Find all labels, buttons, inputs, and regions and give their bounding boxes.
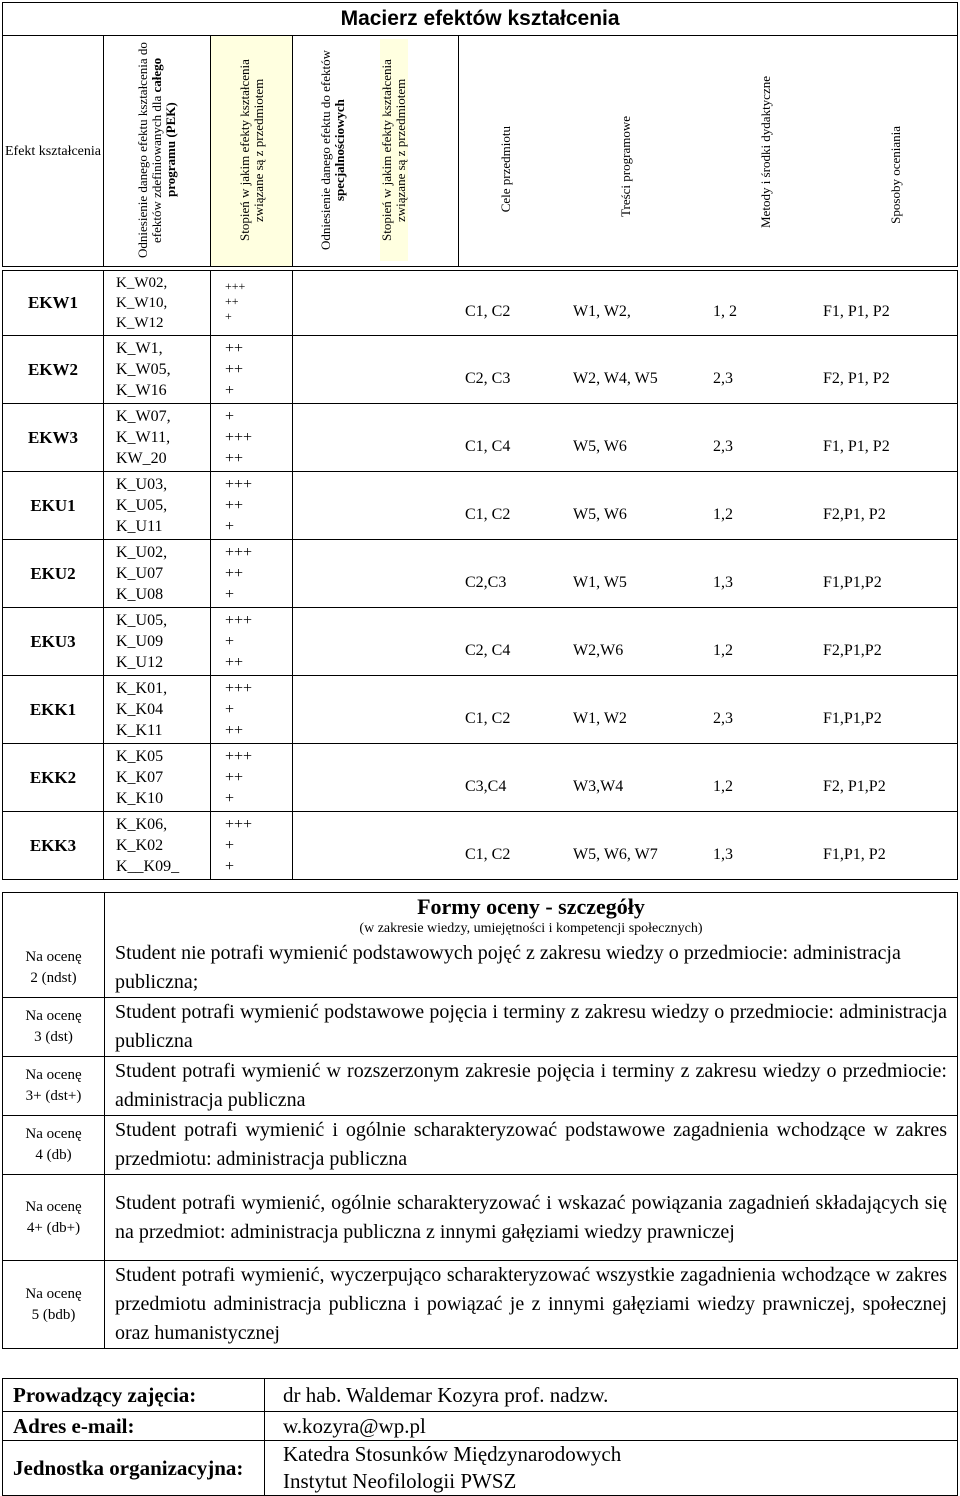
ref-code: K_U11 [116,518,163,535]
grade-description: Student potrafi wymienić, ogólnie scharakteryzować i wskazać powiązania zagadnień składających się na przedmiot: administracja publiczna z innymi gałęziami wiedzy prawniczej [105,1175,958,1261]
header-ref-spec-text: Odniesienie danego efektu do efektów [318,49,333,250]
forms-header [105,893,958,940]
degree-mark: ++ [225,450,244,467]
header-degree-1 [211,36,293,267]
row-details [293,744,958,812]
effect-code: EKU3 [3,608,104,676]
degree-mark: +++ [225,279,246,293]
grade-description: Student nie potrafi wymienić podstawowych pojęć z zakresu wiedzy o przedmiocie: administracja publiczna; [105,939,958,998]
matrix-row [3,608,958,676]
matrix-row [3,744,958,812]
ref-codes [104,676,211,744]
ref-code: K_K04 [116,701,164,718]
content-value: W5, W6, W7 [573,845,658,863]
degree-mark: ++ [225,361,244,378]
header-methods: Metody i środki dydaktyczne [758,76,773,228]
ref-codes [104,271,211,336]
assessment-value: F1, P1, P2 [823,437,890,455]
assessment-value: F1,P1,P2 [823,709,882,727]
grade-label-line: Na ocenę [25,949,82,965]
matrix-row [3,271,958,336]
unit-line-1: Katedra Stosunków Międzynarodowych [283,1442,622,1466]
grade-value: 2 (ndst) [30,970,77,986]
row-details [293,608,958,676]
degree-marks [211,676,293,744]
degree-mark: +++ [225,429,253,446]
row-details [293,812,958,880]
degree-marks [211,336,293,404]
grade-label [3,1175,105,1261]
matrix-row [3,540,958,608]
ref-codes [104,472,211,540]
degree-marks [211,540,293,608]
content-value: W1, W2 [573,709,627,727]
content-value: W2, W4, W5 [573,369,658,387]
degree-mark: +++ [225,544,253,561]
goals-value: C1, C2 [465,845,511,863]
grade-label [3,939,105,998]
contact-table [2,1378,958,1496]
ref-codes [104,608,211,676]
assessment-value: F1,P1,P2 [823,573,882,591]
grade-label-line: Na ocenę [25,1198,82,1215]
degree-mark: + [225,633,235,650]
ref-code: K_K06, [116,816,168,833]
degree-mark: ++ [225,565,244,582]
methods-value: 1,2 [713,641,733,659]
degree-mark: +++ [225,748,253,765]
degree-mark: ++ [225,497,244,514]
grade-value: 3+ (dst+) [25,1088,82,1104]
grade-label-line: Na ocenę [25,1067,82,1083]
content-value: W3,W4 [573,777,624,795]
goals-value: C3,C4 [465,777,507,795]
effect-code: EKU1 [3,472,104,540]
grade-label [3,1116,105,1175]
grade-label [3,998,105,1057]
grade-row [3,1057,958,1116]
unit-value [265,1441,958,1496]
degree-mark: +++ [225,680,253,697]
row-details [293,271,958,336]
email-label: Adres e-mail: [3,1412,265,1441]
methods-value: 1,2 [713,505,733,523]
matrix-row [3,336,958,404]
grade-label-line: Na ocenę [25,1285,82,1302]
row-details [293,676,958,744]
grade-value: 4 (db) [35,1147,72,1163]
ref-code: K_K05 [116,748,164,765]
ref-codes [104,744,211,812]
degree-mark: + [225,837,235,854]
assessment-value: F2,P1, P2 [823,505,886,523]
methods-value: 1,2 [713,777,733,795]
grade-value: 3 (dst) [34,1029,73,1045]
row-details [293,472,958,540]
content-value: W1, W5 [573,573,627,591]
grade-description: Student potrafi wymienić, wyczerpująco scharakteryzować wszystkie zagadnienia wchodzące w zakres przedmiotu administracja publiczna i powiązać je z innymi gałęziami wiedzy prawniczej, społecznej oraz humanistycznej [105,1261,958,1349]
header-effect: Efekt kształcenia [3,36,104,267]
assessment-value: F2, P1,P2 [823,777,886,795]
ref-code: K_U03, [116,476,168,493]
degree-mark: + [225,858,235,875]
methods-value: 1,3 [713,573,733,591]
degree-mark: +++ [225,612,253,629]
row-details [293,540,958,608]
grade-label [3,1261,105,1349]
unit-row [3,1441,958,1496]
degree-mark: + [225,701,235,718]
matrix-row [3,472,958,540]
grade-label-line: Na ocenę [25,1008,82,1024]
effect-code: EKW1 [3,271,104,336]
assessment-value: F1, P1, P2 [823,303,890,320]
content-value: W2,W6 [573,641,624,659]
assessment-forms-table [2,892,958,1349]
assessment-value: F1,P1, P2 [823,845,886,863]
degree-mark: + [225,309,232,323]
ref-code: K_U05, [116,497,168,514]
degree-marks [211,404,293,472]
ref-code: K_W07, [116,408,171,425]
unit-label: Jednostka organizacyjna: [3,1441,265,1496]
grade-description: Student potrafi wymienić podstawowe pojęcia i terminy z zakresu wiedzy o przedmiocie: administracja publiczna [105,998,958,1057]
ref-codes [104,812,211,880]
ref-code: K_K02 [116,837,164,854]
ref-codes [104,404,211,472]
header-content: Treści programowe [618,116,633,217]
degree-marks [211,271,293,336]
degree-mark: ++ [225,722,244,739]
matrix-row [3,404,958,472]
goals-value: C2, C3 [465,369,511,387]
methods-value: 1, 2 [713,303,737,320]
content-value: W5, W6 [573,505,627,523]
forms-header-empty [3,893,105,940]
email-value[interactable]: w.kozyra@wp.pl [265,1412,958,1441]
degree-mark: + [225,382,235,399]
assessment-value: F2, P1, P2 [823,369,890,387]
goals-value: C2,C3 [465,573,507,591]
matrix-title: Macierz efektów kształcenia [3,3,958,36]
row-details [293,404,958,472]
matrix-row [3,812,958,880]
degree-mark: + [225,408,235,425]
lecturer-label: Prowadzący zajęcia: [3,1379,265,1412]
ref-code: KW_20 [116,450,167,467]
ref-code: K_W02, [116,275,168,291]
goals-value: C1, C2 [465,303,511,320]
degree-mark: + [225,518,235,535]
forms-header-row [3,893,958,940]
degree-marks [211,608,293,676]
degree-mark: + [225,790,235,807]
ref-code: K_U08 [116,586,164,603]
grade-row [3,998,958,1057]
header-columns-rest [459,36,958,267]
ref-code: K_W10, [116,295,168,311]
methods-value: 2,3 [713,709,733,727]
grade-row [3,1261,958,1349]
header-goals: Cele przedmiotu [498,126,513,213]
header-assessment: Sposoby oceniania [888,126,903,224]
ref-code: K_U09 [116,633,164,650]
ref-code: K_K01, [116,680,168,697]
grade-row [3,939,958,998]
ref-code: K_U07 [116,565,164,582]
ref-code: K_K10 [116,790,164,807]
degree-mark: + [225,586,235,603]
degree-mark: +++ [225,476,253,493]
row-details [293,336,958,404]
grade-row [3,1175,958,1261]
content-value: W5, W6 [573,437,627,455]
effects-matrix-table [2,2,958,880]
grade-label [3,1057,105,1116]
ref-code: K_W16 [116,382,167,399]
forms-title: Formy oceny - szczegóły [417,894,645,919]
matrix-row [3,676,958,744]
methods-value: 2,3 [713,437,733,455]
lecturer-value: dr hab. Waldemar Kozyra prof. nadzw. [265,1379,958,1412]
degree-mark: ++ [225,294,239,308]
header-ref-pek [104,36,211,267]
grade-value: 5 (bdb) [31,1306,76,1323]
effect-code: EKU2 [3,540,104,608]
ref-codes [104,336,211,404]
degree-mark: ++ [225,769,244,786]
effect-code: EKK2 [3,744,104,812]
header-ref-pek-text: Odniesienie danego efektu kształcenia do efektów zdefiniowanych dla [135,41,164,258]
header-ref-pek-bold: całego programu (PEK) [149,56,178,197]
degree-marks [211,812,293,880]
content-value: W1, W2, [573,303,631,320]
methods-value: 2,3 [713,369,733,387]
ref-code: K_W1, [116,340,163,357]
forms-subtitle: (w zakresie wiedzy, umiejętności i kompetencji społecznych) [359,921,703,936]
email-row [3,1412,958,1441]
degree-mark: ++ [225,340,244,357]
methods-value: 1,3 [713,845,733,863]
header-ref-spec-bold: specjalnościowych [332,98,347,201]
goals-value: C1, C2 [465,505,511,523]
ref-code: K_W12 [116,315,164,331]
degree-marks [211,744,293,812]
ref-code: K_W05, [116,361,171,378]
grade-label-line: Na ocenę [25,1126,82,1142]
effect-code: EKK3 [3,812,104,880]
goals-value: C2, C4 [465,641,511,659]
effect-code: EKW2 [3,336,104,404]
effect-code: EKK1 [3,676,104,744]
ref-code: K_U05, [116,612,168,629]
degree-mark: +++ [225,816,253,833]
grade-row [3,1116,958,1175]
header-ref-spec [293,36,459,267]
ref-code: K_U02, [116,544,168,561]
effect-code: EKW3 [3,404,104,472]
matrix-header-row [3,36,958,267]
ref-code: K_K11 [116,722,163,739]
ref-code: K_U12 [116,654,164,671]
header-degree-2-text: Stopień w jakim efekty kształcenia związane są z przedmiotem [380,39,408,261]
ref-code: K_W11, [116,429,171,446]
lecturer-row [3,1379,958,1412]
goals-value: C1, C2 [465,709,511,727]
degree-mark: ++ [225,654,244,671]
degree-marks [211,472,293,540]
ref-code: K_K07 [116,769,164,786]
grade-value: 4+ (db+) [26,1219,81,1236]
ref-code: K__K09_ [116,858,180,875]
goals-value: C1, C4 [465,437,511,455]
header-degree-1-text: Stopień w jakim efekty kształcenia związane są z przedmiotem [236,58,266,241]
assessment-value: F2,P1,P2 [823,641,882,659]
ref-codes [104,540,211,608]
grade-description: Student potrafi wymienić w rozszerzonym zakresie pojęcia i terminy z zakresu wiedzy o przedmiocie: administracja publiczna [105,1057,958,1116]
unit-line-2: Instytut Neofilologii PWSZ [283,1469,517,1493]
grade-description: Student potrafi wymienić i ogólnie scharakteryzować podstawowe zagadnienia wchodzące w zakres przedmiotu: administracja publiczna [105,1116,958,1175]
